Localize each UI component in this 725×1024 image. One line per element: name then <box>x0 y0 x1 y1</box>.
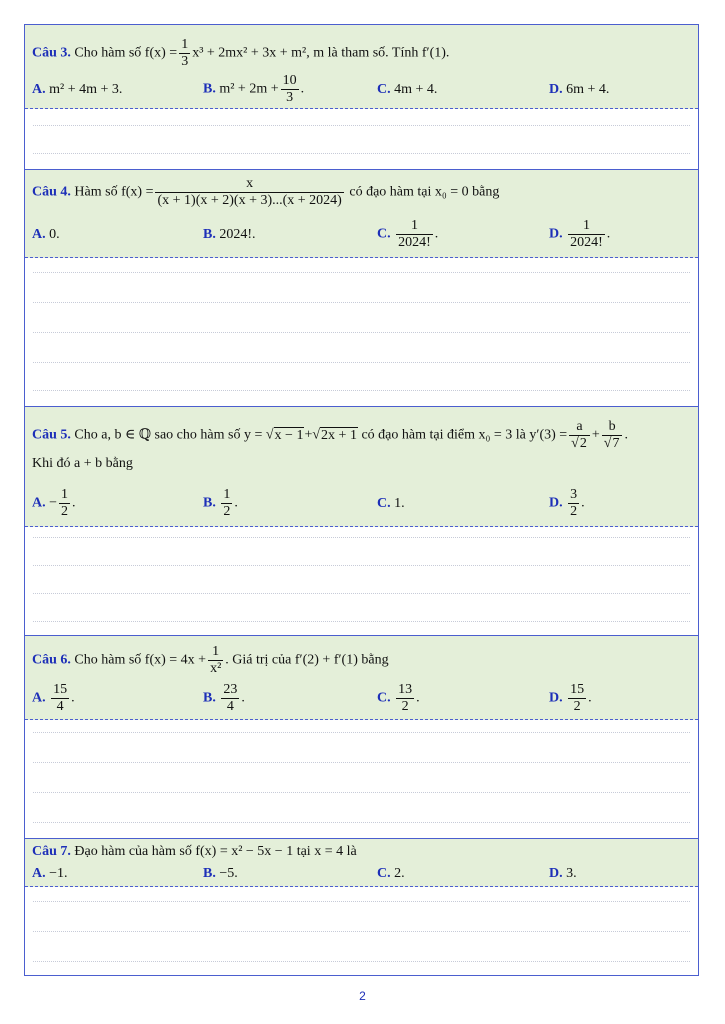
question-6-stem <box>32 644 389 677</box>
stem-formula: f′(1). <box>421 45 450 61</box>
option-c[interactable]: C. 2. <box>377 866 405 881</box>
stem-formula: f(x) = <box>144 45 178 61</box>
stem-formula: f(x) = <box>121 184 154 200</box>
option-b[interactable]: B. m² + 2m + $\frac{10}{3}$ . <box>203 73 305 105</box>
option-a[interactable]: A. $\frac{15}{4}$ . <box>32 682 75 714</box>
fraction: $\frac{1}{\text{x²}}$ <box>210 644 222 676</box>
fraction: $\frac{x}{(x + 1)(x + 2)(x + 3)...(x + 2024)}$ <box>157 176 342 208</box>
stem-formula: y = <box>243 427 263 443</box>
question-5 <box>25 407 698 527</box>
question-label: Câu 6. <box>32 652 71 668</box>
answer-area-3[interactable] <box>25 109 698 170</box>
answer-area-7[interactable] <box>25 887 698 975</box>
answer-area-6[interactable] <box>25 720 698 839</box>
option-a[interactable]: A. m² + 4m + 3. <box>32 82 123 97</box>
option-c[interactable]: C. $\frac{1}{2024!}$ . <box>377 218 439 250</box>
stem-text: là <box>515 427 526 443</box>
option-a[interactable]: A. − $\frac{1}{2}$ . <box>32 487 76 519</box>
option-c[interactable]: C. $\frac{13}{2}$ . <box>377 682 420 714</box>
question-label: Câu 5. <box>32 427 71 443</box>
option-d[interactable]: D. 6m + 4. <box>549 82 610 97</box>
stem-text: có đạo hàm tại điểm <box>361 427 475 443</box>
question-3-stem <box>32 37 449 70</box>
question-5-stem: Câu 5. Cho a, b ∈ ℚ sao cho hàm số y = √x − 1+√2x + 1 có đạo hàm tại điểm x₀ = 3 là y′(3) = $\frac{a}{√2}$ + $\frac{b}{√7}$ . <box>32 419 628 451</box>
stem-formula: y′(3) = <box>529 427 568 443</box>
option-b[interactable]: B. −5. <box>203 866 238 881</box>
option-c[interactable]: C. 4m + 4. <box>377 82 438 97</box>
option-b[interactable]: B. $\frac{23}{4}$ . <box>203 682 245 714</box>
question-7 <box>25 839 698 887</box>
stem-text: , m là tham số. Tính <box>306 45 419 61</box>
answer-area-5[interactable] <box>25 527 698 636</box>
stem-text: Cho hàm số <box>74 45 142 61</box>
stem-formula: x = 4 <box>314 844 344 859</box>
stem-formula: x₀ = 0 <box>434 184 469 200</box>
option-a[interactable]: A. −1. <box>32 866 68 881</box>
question-4-stem <box>32 176 499 209</box>
question-7-stem <box>32 843 357 861</box>
question-label: Câu 7. <box>32 844 71 859</box>
option-a[interactable]: A. 0. <box>32 227 60 242</box>
option-d[interactable]: D. $\frac{3}{2}$ . <box>549 487 585 519</box>
stem-text: Cho a, b ∈ ℚ sao cho hàm số <box>74 427 241 443</box>
stem-formula: x₀ = 3 <box>478 427 513 443</box>
option-c[interactable]: C. 1. <box>377 496 405 511</box>
fraction: $\frac{1}{3}$ <box>181 37 189 69</box>
option-d[interactable]: D. $\frac{1}{2024!}$ . <box>549 218 611 250</box>
page-frame <box>24 24 699 976</box>
stem-formula: f(x) = x² − 5x − 1 <box>195 844 294 859</box>
answer-area-4[interactable] <box>25 258 698 407</box>
question-label: Câu 4. <box>32 184 71 200</box>
option-b[interactable]: B. 2024!. <box>203 227 256 242</box>
stem-text: Hàm số <box>74 184 118 200</box>
stem-text: là <box>346 844 357 859</box>
stem-text: bằng <box>361 652 389 668</box>
stem-text: có đạo hàm tại <box>349 184 432 200</box>
option-d[interactable]: D. 3. <box>549 866 577 881</box>
option-d[interactable]: D. $\frac{15}{2}$ . <box>549 682 592 714</box>
stem-text: bằng <box>472 184 500 200</box>
stem-formula-rest: x³ + 2mx² + 3x + m² <box>192 45 307 61</box>
stem-text: tại <box>296 844 311 859</box>
option-b[interactable]: B. $\frac{1}{2}$ . <box>203 487 238 519</box>
stem-formula: f′(2) + f′(1) <box>294 652 358 668</box>
stem-text: Đạo hàm của hàm số <box>74 844 192 859</box>
question-6 <box>25 636 698 720</box>
question-5-stem-line2: Khi đó a + b bằng <box>32 456 133 471</box>
stem-text: Cho hàm số <box>74 652 142 668</box>
page-number: 2 <box>359 989 366 1003</box>
question-label: Câu 3. <box>32 45 71 61</box>
question-4 <box>25 170 698 258</box>
question-3 <box>25 25 698 109</box>
stem-text: . Giá trị của <box>225 652 292 668</box>
stem-formula: f(x) = 4x + <box>144 652 207 668</box>
